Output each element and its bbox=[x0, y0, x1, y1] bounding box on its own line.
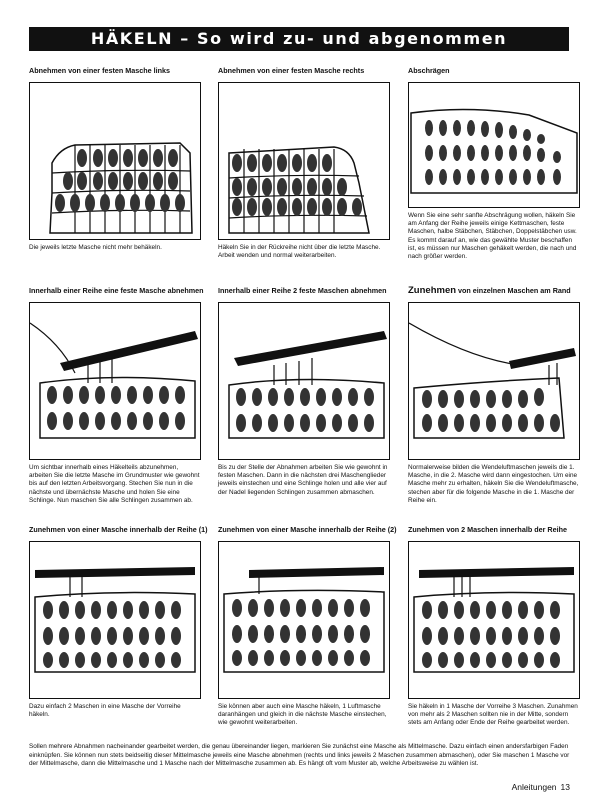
crochet-illustration bbox=[218, 541, 390, 699]
cell-heading bbox=[408, 286, 580, 295]
cell-heading: Innerhalb einer Reihe eine feste Masche abnehmen bbox=[29, 286, 204, 295]
cell-abschraegen bbox=[408, 66, 580, 261]
crochet-illustration bbox=[29, 541, 201, 699]
cell-caption: Wenn Sie eine sehr sanfte Abschrägung wollen, häkeln Sie am Anfang der Reihe jeweils einige Kettmaschen, feste Maschen, halbe Stäbchen, Stäbchen, Doppelstäbchen usw. Es kommt darauf an, wie das gewählte Muster beschaffen ist, es müssen nur Maschen gehäkelt werden, die nach und nach größer werden. bbox=[408, 212, 577, 261]
cell-caption: Die jeweils letzte Masche nicht mehr behäkeln. bbox=[29, 244, 162, 251]
swatch-slope-image bbox=[409, 83, 579, 207]
cell-zunehmen-2 bbox=[218, 525, 397, 727]
cell-abnehmen-links bbox=[29, 66, 201, 251]
cell-zunehmen-2-maschen bbox=[408, 525, 580, 727]
cell-caption: Normalerweise bilden die Wendeluftmaschen jeweils die 1. Masche, in die 2. Masche wird dann eingestochen. Um eine Masche mehr zu erhalten, häkeln Sie die Wendeluftmasche, stechen aber für die folgende Masche in die 1. Masche der Reihe ein. bbox=[408, 464, 579, 504]
cell-heading: Zunehmen von 2 Maschen innerhalb der Reihe bbox=[408, 525, 567, 534]
cell-zunehmen-rand bbox=[408, 285, 580, 504]
cell-zunehmen-1 bbox=[29, 525, 208, 719]
crochet-illustration bbox=[408, 302, 580, 460]
crochet-illustration bbox=[408, 541, 580, 699]
cell-heading: Zunehmen von einer Masche innerhalb der Reihe (1) bbox=[29, 525, 208, 534]
cell-caption: Häkeln Sie in der Rückreihe nicht über die letzte Masche. Arbeit wenden und normal weiterarbeiten. bbox=[218, 244, 381, 260]
crochet-illustration bbox=[218, 82, 390, 240]
cell-heading: Zunehmen von einer Masche innerhalb der Reihe (2) bbox=[218, 525, 397, 534]
swatch-decrease-left-image bbox=[30, 83, 200, 239]
page-label: Anleitungen bbox=[511, 782, 557, 792]
footer-paragraph: Sollen mehrere Abnahmen nacheinander gearbeitet werden, die genau übereinander liegen, markieren Sie zunächst eine Masche als Mittelmasche. Dazu einfach einen andersfarbigen Faden einknüpfen. Sie können nun stets beidseitig dieser Mittelmasche jeweils eine Masche abnehmen (rechts und links jeweils 2 Maschen zusammen abmaschen), oder Sie maschen 1 Masche vor der Mittelmasche, dann die Mittelmasche und 1 Masche nach der Mittelmasche zusammen ab. Es hängt oft vom Muster ab, welche Arbeitsweise zu wählen ist. bbox=[29, 743, 570, 768]
crochet-illustration bbox=[218, 302, 390, 460]
swatch-inner-double-decrease-image bbox=[219, 303, 389, 459]
crochet-illustration bbox=[29, 82, 201, 240]
crochet-illustration bbox=[29, 302, 201, 460]
cell-heading: Abschrägen bbox=[408, 66, 450, 75]
swatch-double-increase-image bbox=[409, 542, 579, 698]
swatch-decrease-right-image bbox=[219, 83, 389, 239]
heading-emphasis: Zunehmen bbox=[408, 285, 457, 296]
cell-heading: Abnehmen von einer festen Masche links bbox=[29, 66, 170, 75]
cell-caption: Dazu einfach 2 Maschen in eine Masche der Vorreihe häkeln. bbox=[29, 703, 181, 719]
cell-caption: Um sichtbar innerhalb eines Häkelteils abzunehmen, arbeiten Sie die letzte Masche im Grundmuster wie gewohnt bis auf den letzten Arbeitsvorgang. Stechen Sie nun in die nächste und übernächste Masche und holen Sie eine Schlinge. Nun maschen Sie alle Schlingen zusammen ab. bbox=[29, 464, 200, 504]
cell-caption: Sie können aber auch eine Masche häkeln, 1 Luftmasche daranhängen und gleich in die nächste Masche einstechen, wie gewohnt weiterarbeiten. bbox=[218, 703, 387, 727]
crochet-illustration bbox=[408, 82, 580, 208]
swatch-edge-increase-image bbox=[409, 303, 579, 459]
cell-innerhalb-1-abnehmen bbox=[29, 286, 204, 504]
page-footer bbox=[508, 782, 570, 792]
swatch-inner-decrease-image bbox=[30, 303, 200, 459]
cell-abnehmen-rechts bbox=[218, 66, 390, 260]
cell-caption: Sie häkeln in 1 Masche der Vorreihe 3 Maschen. Zunahmen von mehr als 2 Maschen sollten nie in der Mitte, sondern stets am Anfang oder Ende der Reihe gearbeitet werden. bbox=[408, 703, 578, 727]
swatch-inner-increase-1-image bbox=[30, 542, 200, 698]
cell-heading: Abnehmen von einer festen Masche rechts bbox=[218, 66, 365, 75]
heading-rest: von einzelnen Maschen am Rand bbox=[458, 286, 571, 295]
page-title: HÄKELN – So wird zu- und abgenommen bbox=[29, 27, 569, 51]
cell-caption: Bis zu der Stelle der Abnahmen arbeiten Sie wie gewohnt in festen Maschen. Dann in die nächsten drei Maschenglieder jeweils einstechen und eine Schlinge holen und alle vier auf der Nadel liegenden Schlingen zusammen abmaschen. bbox=[218, 464, 388, 496]
cell-innerhalb-2-abnehmen bbox=[218, 286, 390, 496]
cell-heading: Innerhalb einer Reihe 2 feste Maschen abnehmen bbox=[218, 286, 387, 295]
page-number: 13 bbox=[560, 782, 570, 792]
swatch-inner-increase-2-image bbox=[219, 542, 389, 698]
